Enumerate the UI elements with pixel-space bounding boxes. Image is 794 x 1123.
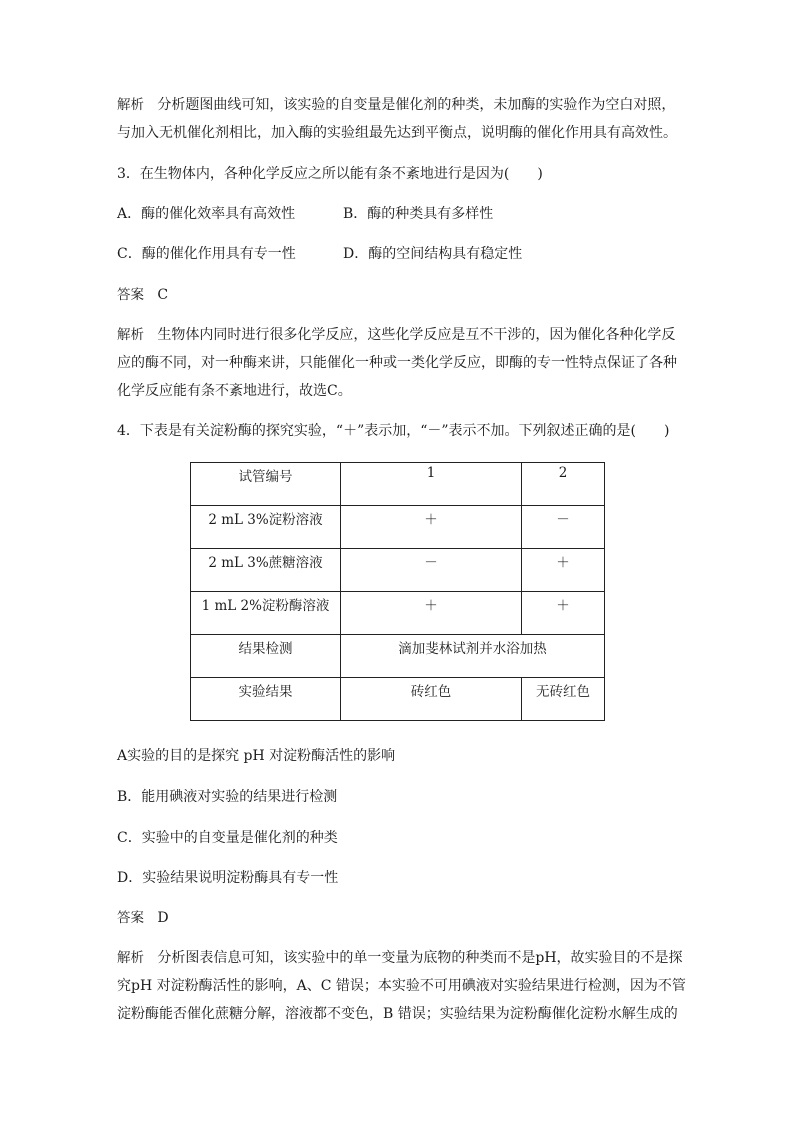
table-row bbox=[191, 678, 605, 721]
q3-analysis-line-2: 应的酶不同，对一种酶来讲，只能催化一种或一类化学反应，即酶的专一性特点保证了各种 bbox=[117, 355, 677, 371]
table-cell: 砖红色 bbox=[341, 678, 522, 721]
table-cell: 1 bbox=[341, 463, 522, 506]
q3-option-c: C．酶的催化作用具有专一性 bbox=[117, 246, 296, 262]
answer-label: 答案 bbox=[117, 287, 144, 303]
answer-value: C bbox=[157, 287, 169, 303]
analysis-label: 解析 bbox=[117, 327, 144, 343]
q3-analysis-line-3: 化学反应能有条不紊地进行，故选C。 bbox=[117, 383, 352, 399]
table-row bbox=[191, 635, 605, 678]
table-cell: 无砖红色 bbox=[522, 678, 605, 721]
table-cell: ＋ bbox=[341, 506, 522, 549]
table-cell: 滴加斐林试剂并水浴加热 bbox=[341, 635, 605, 678]
table-cell: 2 mL 3%蔗糖溶液 bbox=[191, 549, 341, 592]
experiment-table bbox=[190, 462, 605, 721]
table-cell: ＋ bbox=[522, 549, 605, 592]
table-cell: 结果检测 bbox=[191, 635, 341, 678]
answer-value: D bbox=[157, 910, 169, 926]
q3-option-a: A．酶的催化效率具有高效性 bbox=[117, 206, 296, 222]
table-cell: － bbox=[341, 549, 522, 592]
table-cell: 2 mL 3%淀粉溶液 bbox=[191, 506, 341, 549]
prev-analysis-line-2: 与加入无机催化剂相比，加入酶的实验组最先达到平衡点，说明酶的催化作用具有高效性。 bbox=[117, 125, 677, 141]
table-cell: ＋ bbox=[341, 592, 522, 635]
q4-option-d: D．实验结果说明淀粉酶具有专一性 bbox=[117, 870, 339, 886]
q4-analysis-line-3: 淀粉酶能否催化蔗糖分解，溶液都不变色，B 错误；实验结果为淀粉酶催化淀粉水解生成的 bbox=[117, 1006, 678, 1022]
analysis-text: 分析图表信息可知，该实验中的单一变量为底物的种类而不是pH，故实验目的不是探 bbox=[157, 950, 683, 966]
q4-option-b: B．能用碘液对实验的结果进行检测 bbox=[117, 789, 338, 805]
table-cell: ＋ bbox=[522, 592, 605, 635]
table-row bbox=[191, 506, 605, 549]
prev-analysis-line-1 bbox=[117, 95, 675, 115]
q4-option-c: C．实验中的自变量是催化剂的种类 bbox=[117, 830, 338, 846]
q3-analysis-line-1 bbox=[117, 325, 675, 345]
question-4-stem: 4．下表是有关淀粉酶的探究实验，“＋”表示加，“－”表示不加。下列叙述正确的是( ) bbox=[117, 423, 670, 439]
analysis-text: 分析题图曲线可知，该实验的自变量是催化剂的种类，未加酶的实验作为空白对照， bbox=[157, 97, 676, 113]
table-cell: 实验结果 bbox=[191, 678, 341, 721]
table-cell: 2 bbox=[522, 463, 605, 506]
q3-option-d: D．酶的空间结构具有稳定性 bbox=[343, 246, 523, 262]
analysis-label: 解析 bbox=[117, 97, 144, 113]
q3-option-b: B．酶的种类具有多样性 bbox=[343, 206, 494, 222]
q4-option-a: A实验的目的是探究 pH 对淀粉酶活性的影响 bbox=[117, 748, 396, 764]
table-cell: 试管编号 bbox=[191, 463, 341, 506]
q4-analysis-line-1 bbox=[117, 948, 683, 968]
table-cell: － bbox=[522, 506, 605, 549]
answer-label: 答案 bbox=[117, 910, 144, 926]
analysis-label: 解析 bbox=[117, 950, 144, 966]
table-row bbox=[191, 549, 605, 592]
analysis-text: 生物体内同时进行很多化学反应，这些化学反应是互不干涉的，因为催化各种化学反 bbox=[157, 327, 676, 343]
q4-analysis-line-2: 究pH 对淀粉酶活性的影响，A、C 错误；本实验不可用碘液对实验结果进行检测，因为不管 bbox=[117, 978, 686, 994]
q3-answer bbox=[117, 285, 168, 305]
table-cell: 1 mL 2%淀粉酶溶液 bbox=[191, 592, 341, 635]
table-row bbox=[191, 463, 605, 506]
q4-answer bbox=[117, 908, 169, 928]
table-row bbox=[191, 592, 605, 635]
question-3-stem: 3．在生物体内，各种化学反应之所以能有条不紊地进行是因为( ) bbox=[117, 166, 543, 182]
